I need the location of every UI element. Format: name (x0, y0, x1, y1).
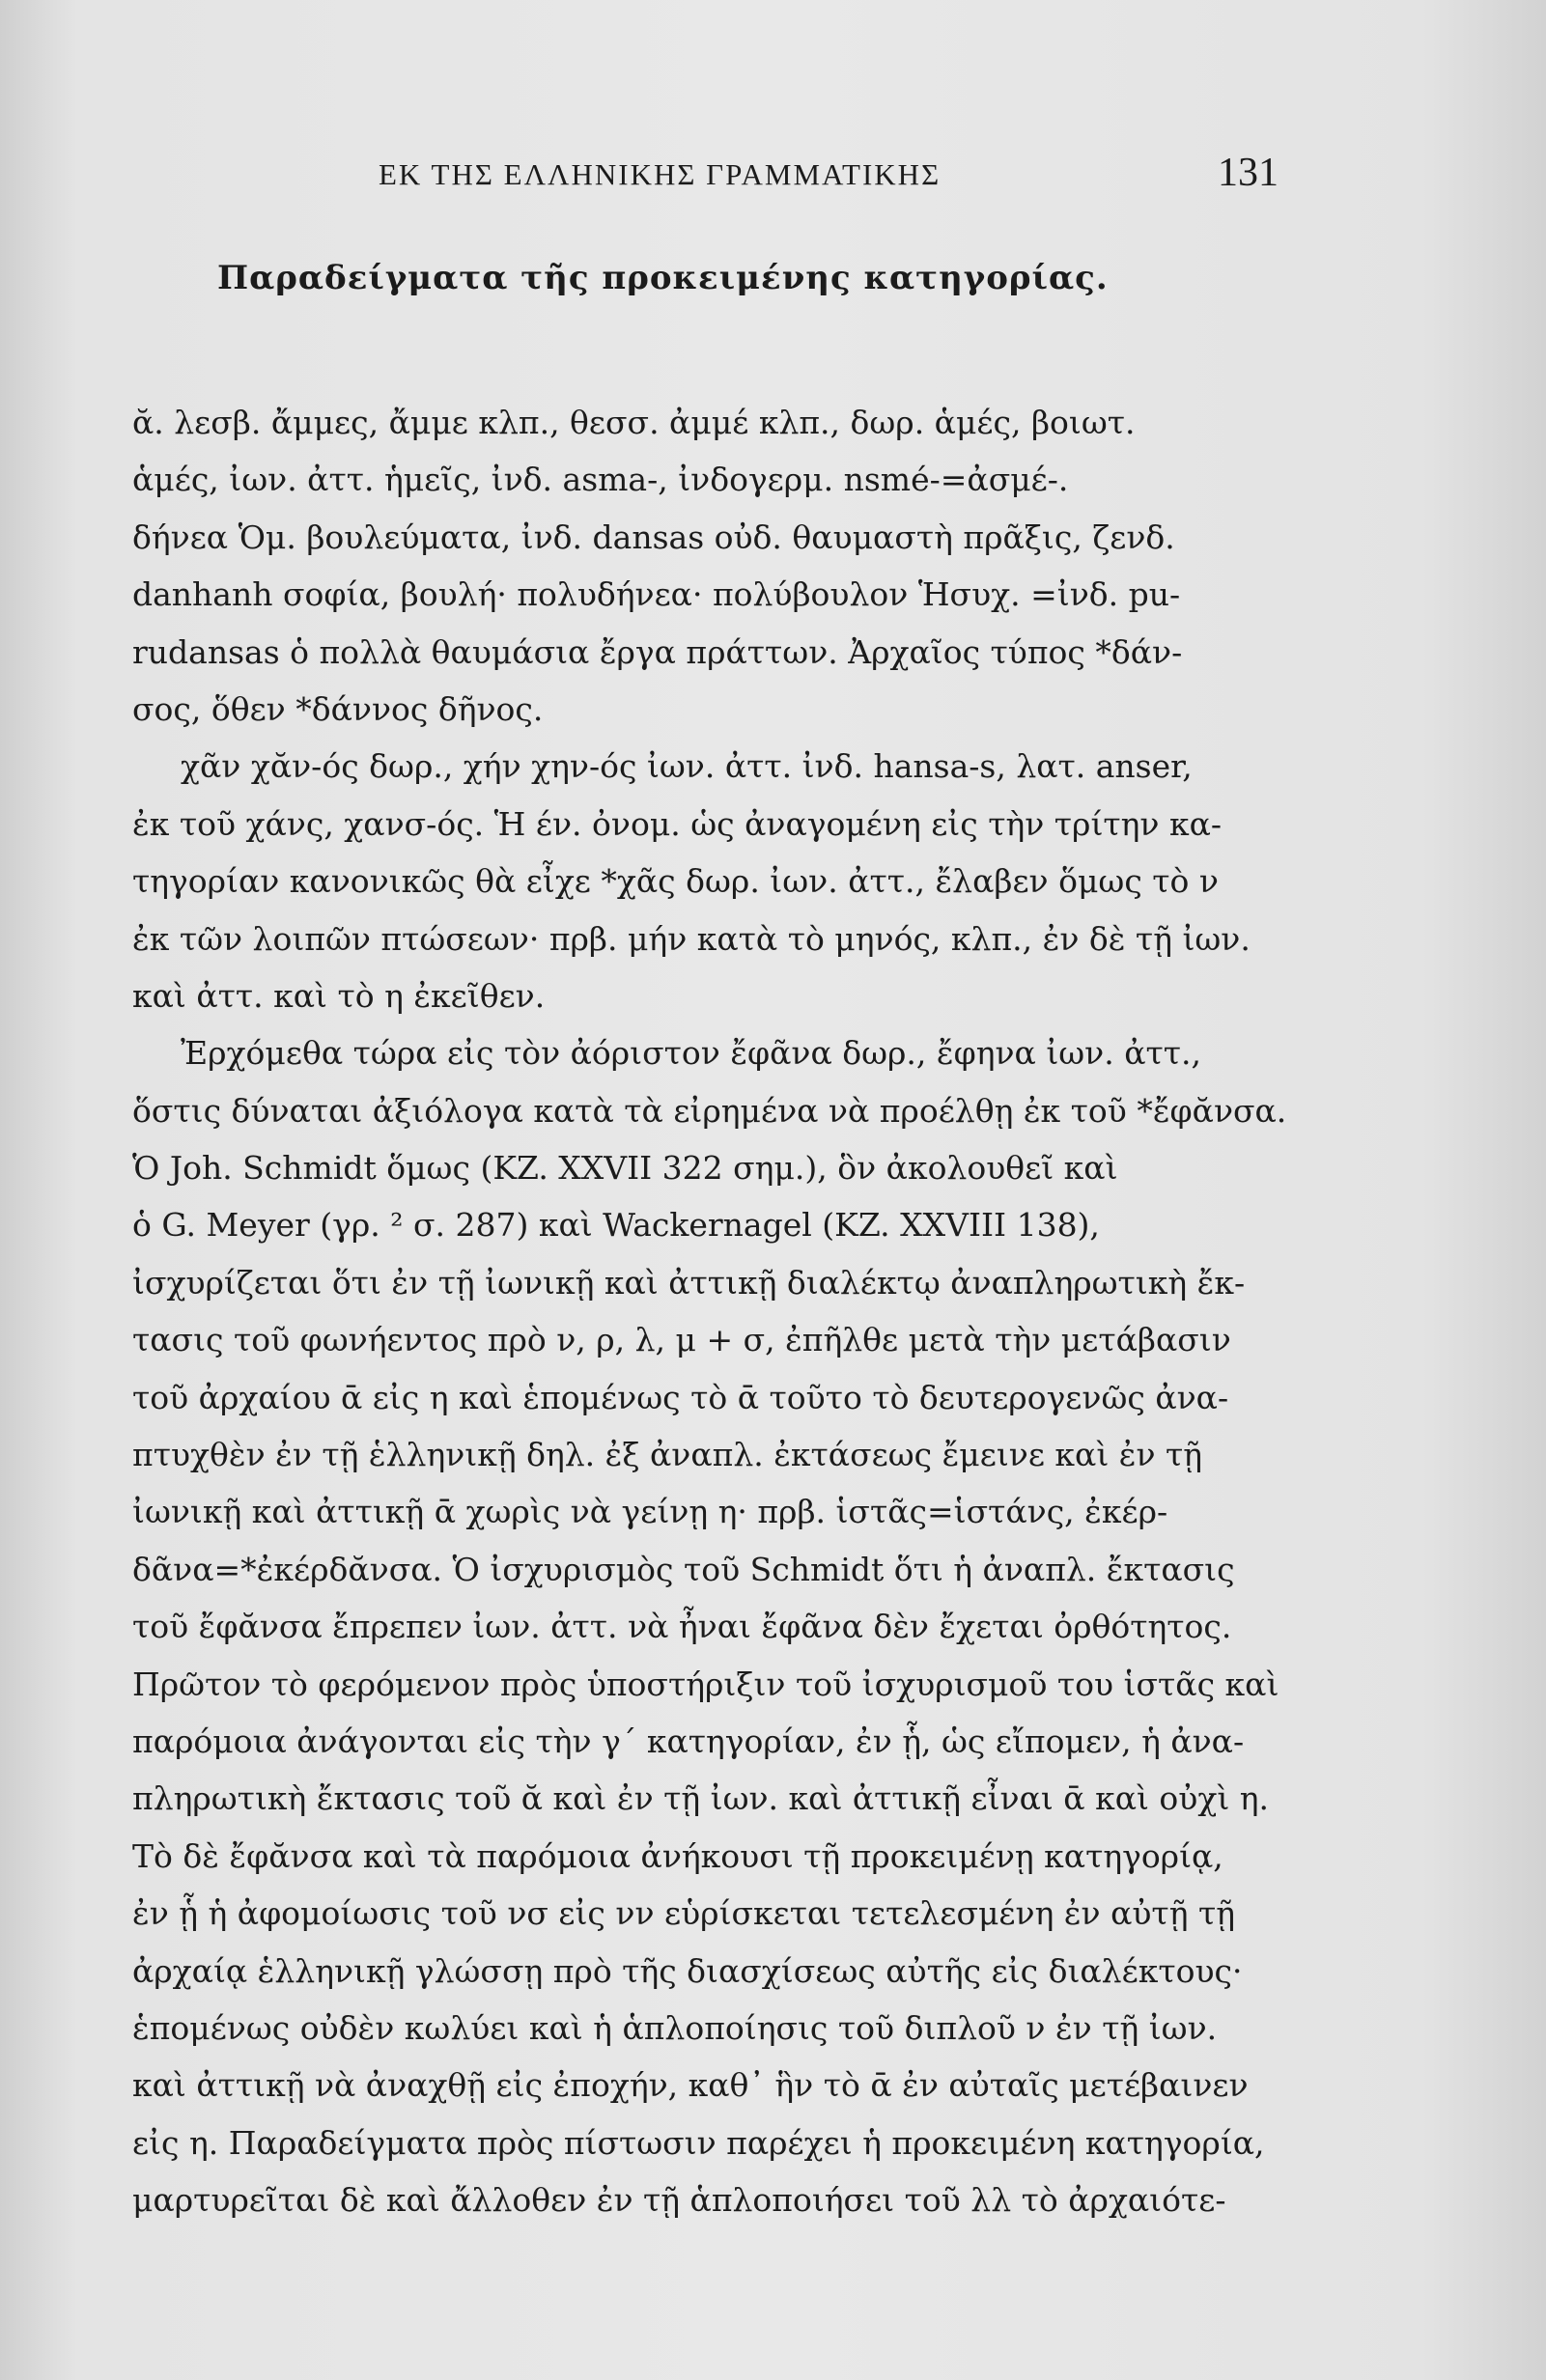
text-line: ἀρχαίᾳ ἑλληνικῇ γλώσσῃ πρὸ τῆς διασχίσεως αὐτῆς εἰς διαλέκτους· (132, 1951, 1243, 1990)
text-line: Τὸ δὲ ἔφᾰνσα καὶ τὰ παρόμοια ἀνήκουσι τῇ προκειμένῃ κατηγορίᾳ, (132, 1836, 1223, 1875)
text-line: σος, ὅθεν *δάννος δῆνος. (132, 689, 544, 728)
text-line: πληρωτικὴ ἔκτασις τοῦ ᾰ καὶ ἐν τῇ ἰων. καὶ ἀττικῇ εἶναι ᾱ καὶ οὐχὶ η. (132, 1779, 1270, 1818)
text-line: ἰσχυρίζεται ὅτι ἐν τῇ ἰωνικῇ καὶ ἀττικῇ διαλέκτῳ ἀναπληρωτικὴ ἔκ- (132, 1263, 1246, 1302)
text-line: χᾶν χᾰν-ός δωρ., χήν χην-ός ἰων. ἀττ. ἰνδ. hansa-s, λατ. anser, (181, 747, 1193, 786)
text-line: τασις τοῦ φωνήεντος πρὸ ν, ρ, λ, μ + σ, ἐπῆλθε μετὰ τὴν μετάβασιν (132, 1321, 1231, 1359)
text-line: ὅστις δύναται ἀξιόλογα κατὰ τὰ εἰρημένα νὰ προέλθῃ ἐκ τοῦ *ἔφᾰνσα. (132, 1091, 1287, 1130)
text-line: εἰς η. Παραδείγματα πρὸς πίστωσιν παρέχει ἡ προκειμένη κατηγορία, (132, 2123, 1265, 2162)
text-line: ᾰ. λεσβ. ἄμμες, ἄμμε κλπ., θεσσ. ἀμμέ κλπ., δωρ. ἁμές, βοιωτ. (132, 404, 1136, 441)
page-header (0, 150, 1546, 198)
text-line: ὁ G. Meyer (γρ. ² σ. 287) καὶ Wackernagel (KZ. XXVIII 138), (132, 1206, 1100, 1245)
text-line: Πρῶτον τὸ φερόμενον πρὸς ὑποστήριξιν τοῦ ἰσχυρισμοῦ του ἱστᾶς καὶ (132, 1665, 1279, 1703)
text-line: ἁμές, ἰων. ἀττ. ἡμεῖς, ἰνδ. asma-, ἰνδογερμ. nsmé-=ἀσμέ-. (132, 461, 1069, 499)
section-heading: Παραδείγματα τῆς προκειμένης κατηγορίας. (217, 259, 1109, 297)
text-line: τηγορίαν κανονικῶς θὰ εἶχε *χᾶς δωρ. ἰων. ἀττ., ἔλαβεν ὅμως τὸ ν (132, 862, 1219, 901)
text-line: ἑπομένως οὐδὲν κωλύει καὶ ἡ ἁπλοποίησις τοῦ διπλοῦ ν ἐν τῇ ἰων. (132, 2008, 1218, 2047)
text-line: τοῦ ἀρχαίου ᾱ εἰς η καὶ ἑπομένως τὸ ᾱ τοῦτο τὸ δευτερογενῶς ἀνα- (132, 1378, 1229, 1416)
text-line: δᾶνα=*ἐκέρδᾰνσα. Ὁ ἰσχυρισμὸς τοῦ Schmidt ὅτι ἡ ἀναπλ. ἔκτασις (132, 1550, 1235, 1588)
text-line: Ὁ Joh. Schmidt ὅμως (KZ. XXVII 322 σημ.), ὃν ἀκολουθεῖ καὶ (132, 1149, 1118, 1188)
running-title: ΕΚ ΤΗΣ ΕΛΛΗΝΙΚΗΣ ΓΡΑΜΜΑΤΙΚΗΣ (379, 157, 942, 191)
text-line: δήνεα Ὁμ. βουλεύματα, ἰνδ. dansas οὐδ. θαυμαστὴ πρᾶξις, ζενδ. (132, 518, 1175, 556)
text-line: danhanh σοφία, βουλή· πολυδήνεα· πολύβουλον Ἡσυχ. =ἰνδ. pu- (132, 575, 1181, 614)
text-line: rudansas ὁ πολλὰ θαυμάσια ἔργα πράττων. Ἀρχαῖος τύπος *δάν- (132, 632, 1183, 671)
text-line: παρόμοια ἀνάγονται εἰς τὴν γ´ κατηγορίαν, ἐν ᾗ, ὡς εἴπομεν, ἡ ἀνα- (132, 1722, 1245, 1760)
text-line: ἰωνικῇ καὶ ἀττικῇ ᾱ χωρὶς νὰ γείνῃ η· πρβ. ἱστᾶς=ἱστάνς, ἐκέρ- (132, 1493, 1168, 1531)
text-line: ἐν ᾗ ἡ ἀφομοίωσις τοῦ νσ εἰς νν εὑρίσκεται τετελεσμένη ἐν αὐτῇ τῇ (132, 1894, 1235, 1933)
text-line: καὶ ἀττικῇ νὰ ἀναχθῇ εἰς ἐποχήν, καθ᾽ ἣν τὸ ᾱ ἐν αὐταῖς μετέβαινεν (132, 2066, 1249, 2105)
text-line: Ἐρχόμεθα τώρα εἰς τὸν ἀόριστον ἔφᾶνα δωρ., ἔφηνα ἰων. ἀττ., (181, 1034, 1201, 1073)
body-text (132, 394, 1291, 2229)
text-line: πτυχθὲν ἐν τῇ ἑλληνικῇ δηλ. ἐξ ἀναπλ. ἐκτάσεως ἔμεινε καὶ ἐν τῇ (132, 1436, 1203, 1474)
text-line: μαρτυρεῖται δὲ καὶ ἄλλοθεν ἐν τῇ ἁπλοποιήσει τοῦ λλ τὸ ἀρχαιότε- (132, 2181, 1226, 2220)
text-line: ἐκ τῶν λοιπῶν πτώσεων· πρβ. μήν κατὰ τὸ μηνός, κλπ., ἐν δὲ τῇ ἰων. (132, 919, 1251, 958)
text-line: ἐκ τοῦ χάνς, χανσ-ός. Ἡ έν. ὀνομ. ὡς ἀναγομένη εἰς τὴν τρίτην κα- (132, 804, 1223, 843)
text-line: τοῦ ἔφᾰνσα ἔπρεπεν ἰων. ἀττ. νὰ ἦναι ἔφᾶνα δὲν ἔχεται ὀρθότητος. (132, 1608, 1232, 1646)
page-number: 131 (1218, 151, 1279, 195)
text-line: καὶ ἀττ. καὶ τὸ η ἐκεῖθεν. (132, 976, 546, 1015)
